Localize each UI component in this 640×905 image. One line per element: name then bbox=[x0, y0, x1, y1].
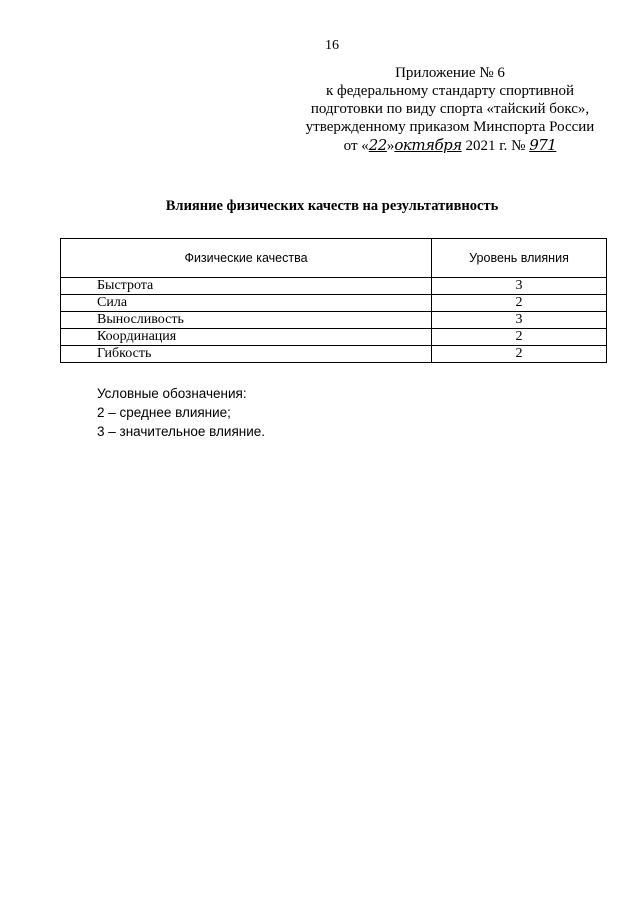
influence-level: 2 bbox=[432, 295, 607, 312]
page-number: 16 bbox=[325, 38, 339, 53]
influence-level: 3 bbox=[432, 312, 607, 329]
handwritten-order-number: 971 bbox=[529, 136, 557, 154]
legend-heading: Условные обозначения: bbox=[97, 386, 247, 401]
date-prefix: от « bbox=[343, 138, 369, 154]
appendix-line-2: к федеральному стандарту спортивной bbox=[325, 83, 575, 99]
header-level: Уровень влияния bbox=[432, 239, 607, 278]
table-header-row bbox=[61, 239, 607, 278]
date-year: 2021 г. № bbox=[461, 138, 530, 154]
appendix-line-1: Приложение № 6 bbox=[395, 65, 505, 81]
table-row bbox=[61, 346, 607, 363]
document-title: Влияние физических качеств на результативность bbox=[165, 198, 499, 214]
quality-name: Гибкость bbox=[61, 346, 432, 363]
influence-level: 3 bbox=[432, 278, 607, 295]
appendix-line-3: подготовки по виду спорта «тайский бокс», bbox=[310, 101, 590, 117]
handwritten-month: октября bbox=[394, 136, 462, 154]
legend-item: 3 – значительное влияние. bbox=[97, 424, 266, 439]
influence-level: 2 bbox=[432, 346, 607, 363]
header-quality: Физические качества bbox=[61, 239, 432, 278]
quality-name: Выносливость bbox=[61, 312, 432, 329]
influence-level: 2 bbox=[432, 329, 607, 346]
table-row bbox=[61, 295, 607, 312]
appendix-date-line bbox=[300, 136, 600, 155]
qualities-table bbox=[60, 238, 607, 363]
handwritten-day: 22 bbox=[368, 136, 387, 154]
quality-name: Быстрота bbox=[61, 278, 432, 295]
date-mid: » bbox=[386, 138, 395, 154]
legend bbox=[97, 384, 265, 441]
legend-item: 2 – среднее влияние; bbox=[97, 405, 231, 420]
table-row bbox=[61, 278, 607, 295]
appendix-line-4: утвержденному приказом Минспорта России bbox=[305, 119, 595, 135]
table-row bbox=[61, 312, 607, 329]
table-row bbox=[61, 329, 607, 346]
quality-name: Сила bbox=[61, 295, 432, 312]
appendix-header bbox=[300, 64, 600, 155]
quality-name: Координация bbox=[61, 329, 432, 346]
